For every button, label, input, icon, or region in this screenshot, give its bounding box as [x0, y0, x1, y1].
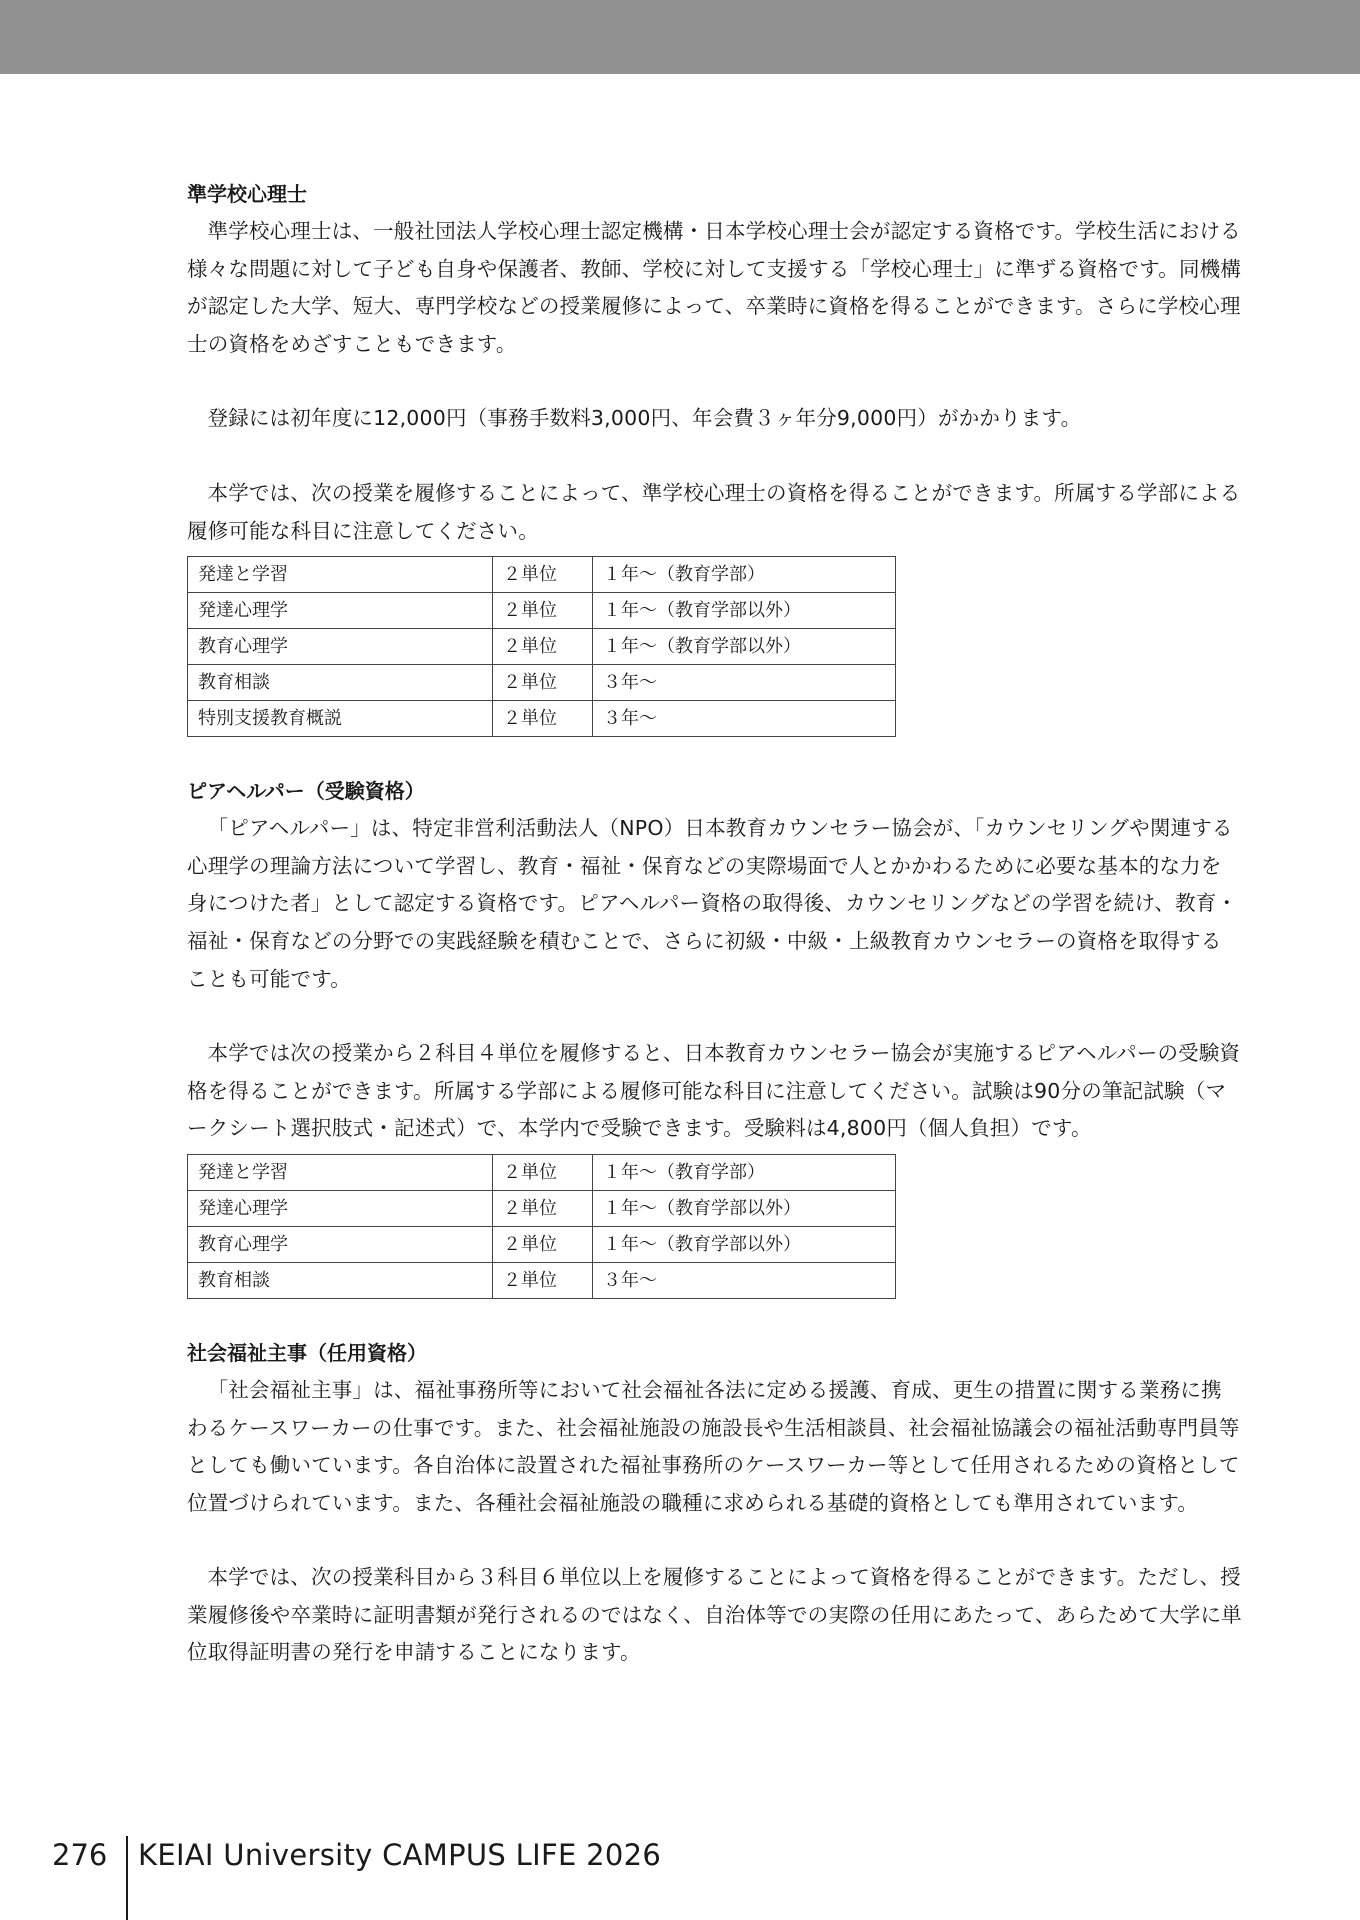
course-name: 発達と学習: [188, 557, 493, 593]
paragraph: 「社会福祉主事」は、福祉事務所等において社会福祉各法に定める援護、育成、更生の措置に関する業務に携わるケースワーカーの仕事です。また、社会福祉施設の施設長や生活相談員、社会福祉協議会の福祉活動専門員等としても働いています。各自治体に設置された福祉事務所のケースワーカー等として任用されるための資格として位置づけられています。また、各種社会福祉施設の職種に求められる基礎的資格としても準用されています。: [187, 1377, 1240, 1515]
table-row: [188, 701, 896, 737]
course-table: [187, 1154, 896, 1299]
course-year: １年〜（教育学部以外）: [593, 1190, 896, 1226]
course-credits: ２単位: [493, 1190, 593, 1226]
paragraph: 「ピアヘルパー」は、特定非営利活動法人（NPO）日本教育カウンセラー協会が、「カウンセリングや関連する心理学の理論方法について学習し、教育・福祉・保育などの実際場面で人とかかわるために必要な基本的な力を身につけた者」として認定する資格です。ピアヘルパー資格の取得後、カウンセリングなどの学習を続け、教育・福祉・保育などの分野での実践経験を積むことで、さらに初級・中級・上級教育カウンセラーの資格を取得することも可能です。: [187, 816, 1238, 991]
page-number: 276: [52, 1838, 108, 1872]
paragraph: 準学校心理士は、一般社団法人学校心理士認定機構・日本学校心理士会が認定する資格です。学校生活における様々な問題に対して子ども自身や保護者、教師、学校に対して支援する「学校心理士」に準ずる資格です。同機構が認定した大学、短大、専門学校などの授業履修によって、卒業時に資格を得ることができます。さらに学校心理士の資格をめざすこともできます。: [187, 219, 1242, 356]
table-row: [188, 593, 896, 629]
course-credits: ２単位: [493, 557, 593, 593]
section-heading: ピアヘルパー（受験資格）: [187, 779, 425, 804]
publication-title: KEIAI University CAMPUS LIFE 2026: [138, 1838, 662, 1872]
header-band: [0, 0, 1360, 74]
paragraph: 本学では、次の授業科目から３科目６単位以上を履修することによって資格を得ることができます。ただし、授業履修後や卒業時に証明書類が発行されるのではなく、自治体等での実際の任用にあたって、あらためて大学に単位取得証明書の発行を申請することになります。: [187, 1565, 1242, 1665]
course-name: 教育相談: [188, 665, 493, 701]
table-row: [188, 1262, 896, 1298]
course-credits: ２単位: [493, 629, 593, 665]
table-row: [188, 665, 896, 701]
section-heading: 社会福祉主事（任用資格）: [187, 1340, 427, 1365]
course-year: １年〜（教育学部以外）: [593, 593, 896, 629]
paragraph: 登録には初年度に12,000円（事務手数料3,000円、年会費３ヶ年分9,000円）がかかります。: [207, 406, 1082, 431]
course-year: １年〜（教育学部以外）: [593, 629, 896, 665]
course-name: 特別支援教育概説: [188, 701, 493, 737]
course-year: ３年〜: [593, 665, 896, 701]
paragraph: 本学では次の授業から２科目４単位を履修すると、日本教育カウンセラー協会が実施するピアヘルパーの受験資格を得ることができます。所属する学部による履修可能な科目に注意してください。試験は90分の筆記試験（マークシート選択肢式・記述式）で、本学内で受験できます。受験料は4,800円（個人負担）です。: [187, 1041, 1241, 1141]
course-table: [187, 556, 896, 737]
course-year: ３年〜: [593, 701, 896, 737]
table-row: [188, 557, 896, 593]
page-content: [187, 176, 1242, 1672]
course-credits: ２単位: [493, 593, 593, 629]
course-name: 教育心理学: [188, 629, 493, 665]
course-name: 発達心理学: [188, 593, 493, 629]
table-row: [188, 629, 896, 665]
course-credits: ２単位: [493, 1154, 593, 1190]
course-credits: ２単位: [493, 665, 593, 701]
course-year: １年〜（教育学部）: [593, 557, 896, 593]
course-credits: ２単位: [493, 701, 593, 737]
course-name: 発達と学習: [188, 1154, 493, 1190]
course-credits: ２単位: [493, 1262, 593, 1298]
course-name: 教育相談: [188, 1262, 493, 1298]
section-heading: 準学校心理士: [187, 182, 307, 206]
course-year: １年〜（教育学部）: [593, 1154, 896, 1190]
course-name: 発達心理学: [188, 1190, 493, 1226]
table-row: [188, 1190, 896, 1226]
footer-divider: [126, 1836, 128, 1920]
course-year: １年〜（教育学部以外）: [593, 1226, 896, 1262]
table-row: [188, 1226, 896, 1262]
course-credits: ２単位: [493, 1226, 593, 1262]
course-name: 教育心理学: [188, 1226, 493, 1262]
table-row: [188, 1154, 896, 1190]
paragraph: 本学では、次の授業を履修することによって、準学校心理士の資格を得ることができます。所属する学部による履修可能な科目に注意してください。: [187, 480, 1241, 543]
course-year: ３年〜: [593, 1262, 896, 1298]
